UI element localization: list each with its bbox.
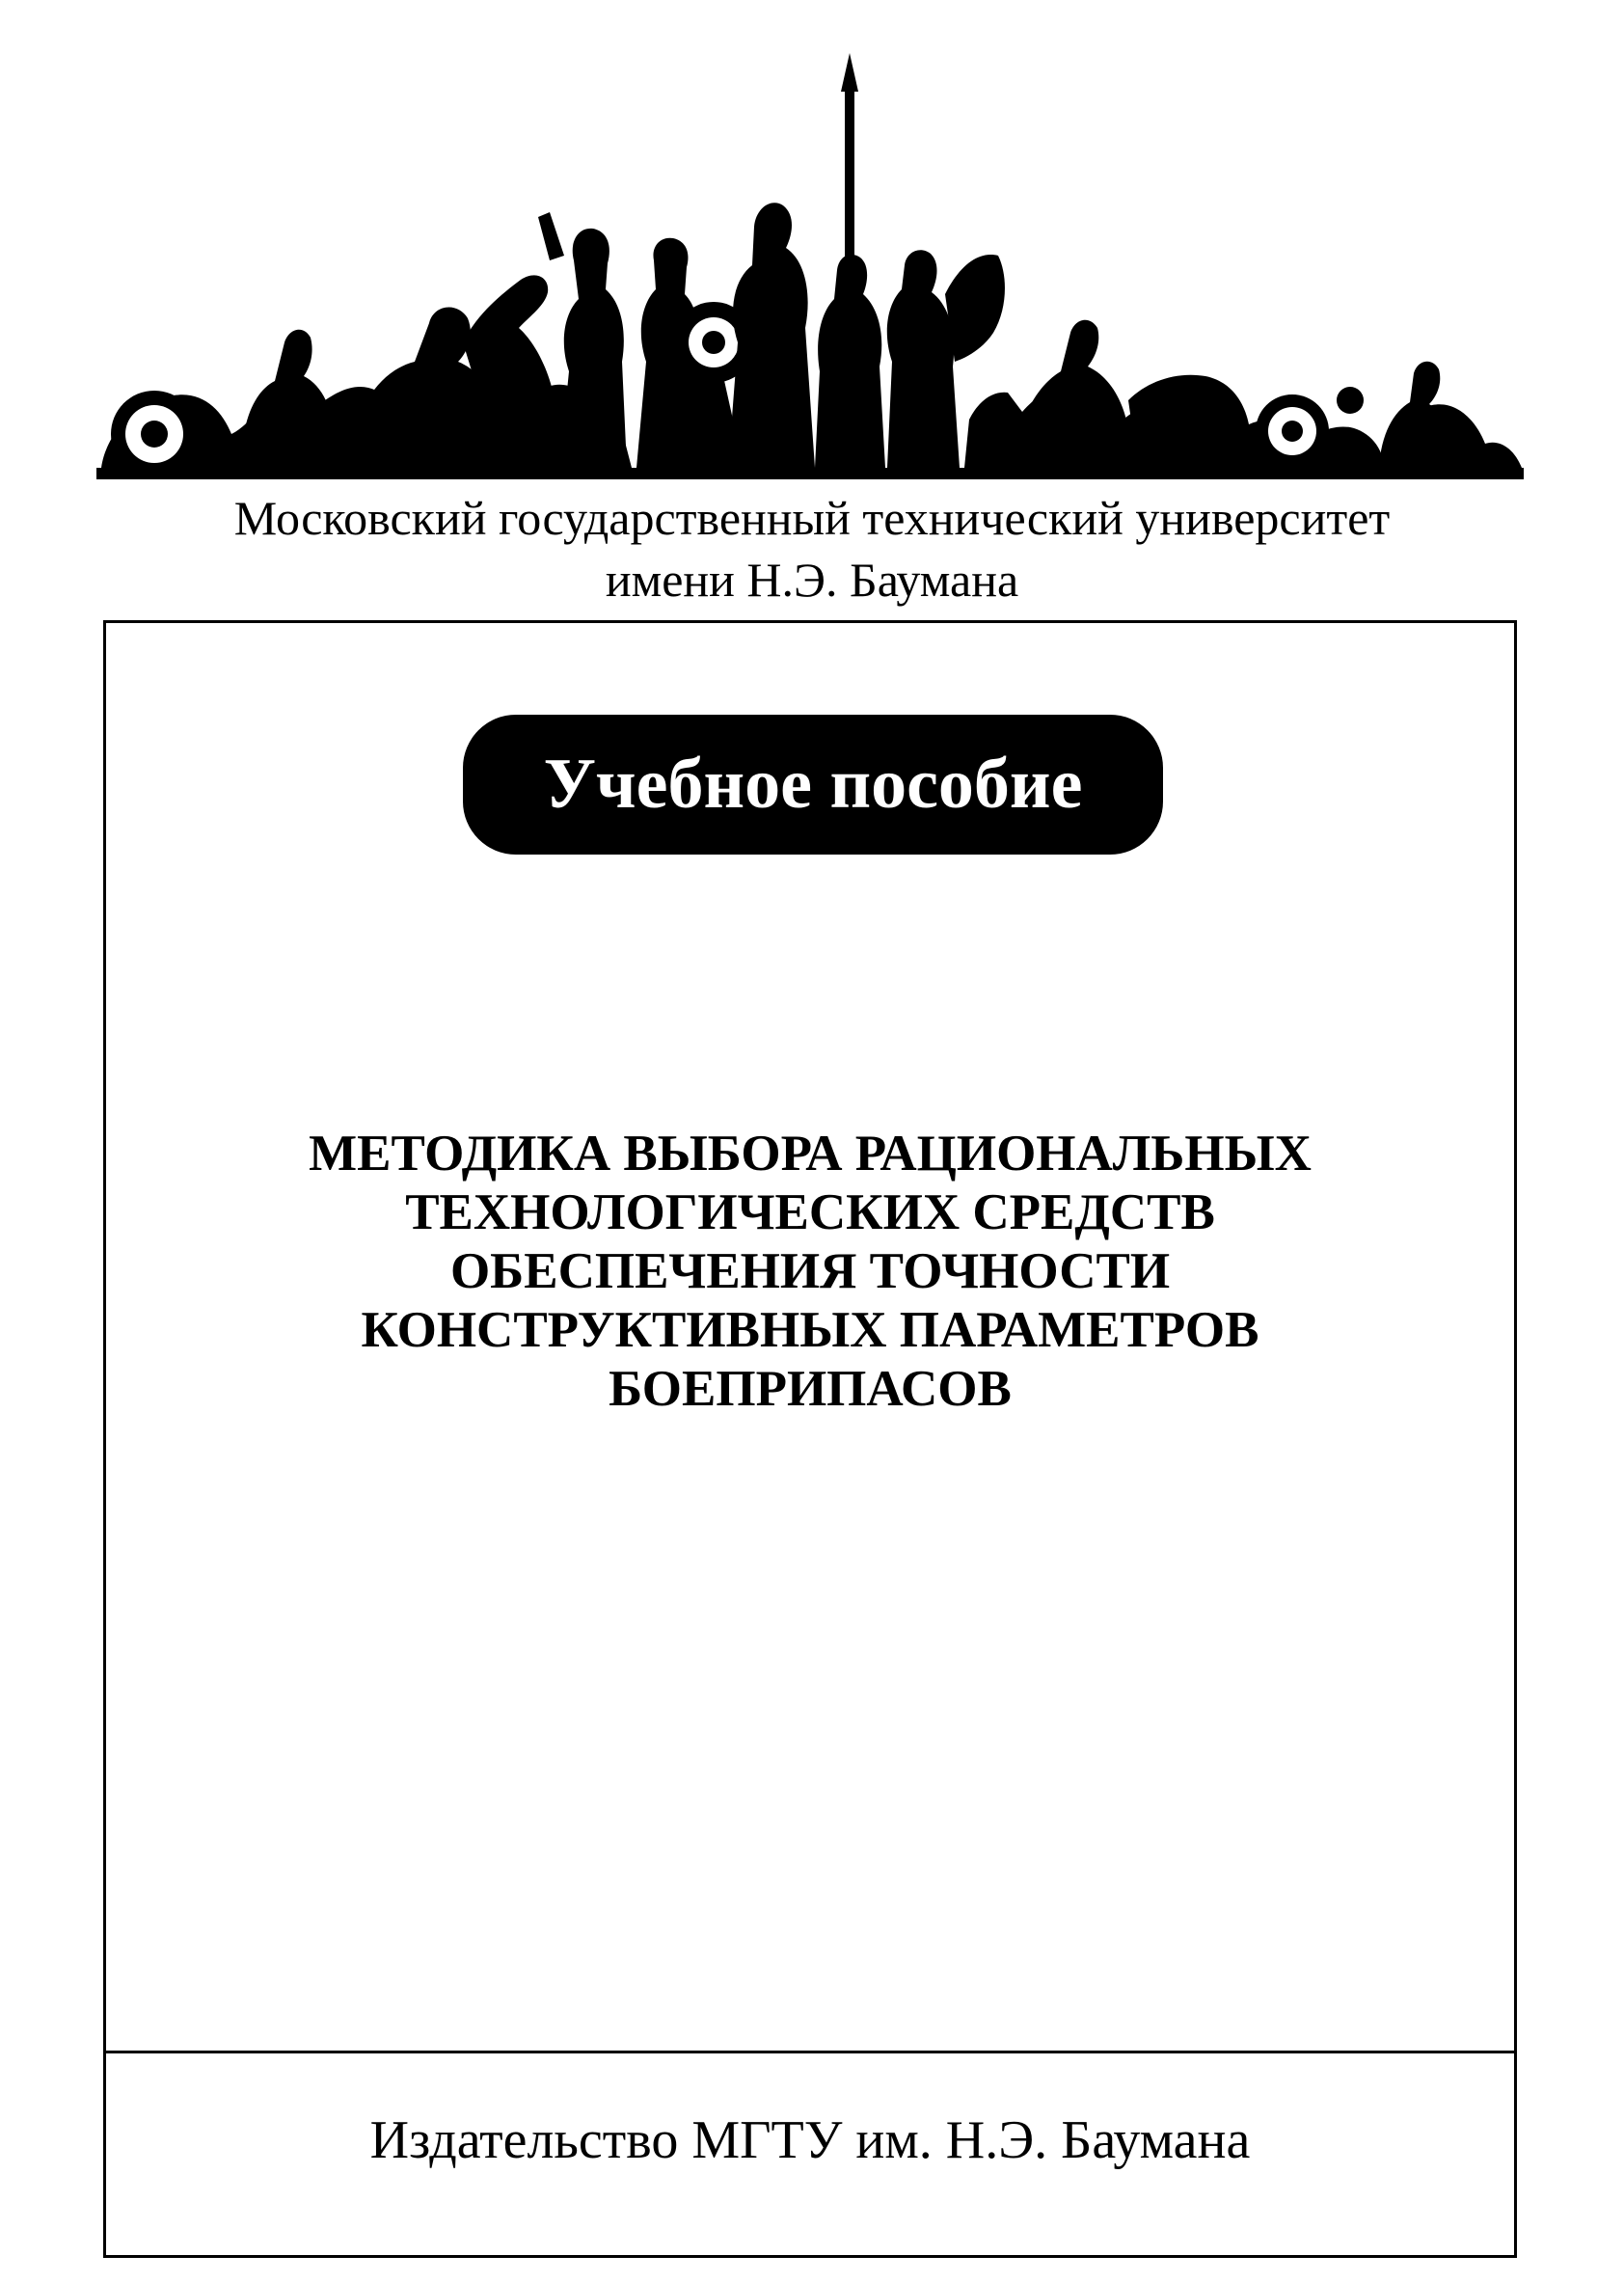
publisher: Издательство МГТУ им. Н.Э. Баумана bbox=[369, 2110, 1251, 2170]
title-line: МЕТОДИКА ВЫБОРА РАЦИОНАЛЬНЫХ bbox=[309, 1126, 1312, 1182]
title-line: ТЕХНОЛОГИЧЕСКИХ СРЕДСТВ bbox=[405, 1184, 1215, 1240]
university-line-2: имени Н.Э. Баумана bbox=[605, 553, 1019, 607]
title-line: ОБЕСПЕЧЕНИЯ ТОЧНОСТИ bbox=[449, 1243, 1171, 1299]
document-type-badge: Учебное пособие bbox=[463, 715, 1163, 855]
title-line: КОНСТРУКТИВНЫХ ПАРАМЕТРОВ bbox=[361, 1302, 1259, 1358]
university-line-1: Московский государственный технический университет bbox=[233, 491, 1391, 545]
statues-frieze-icon bbox=[96, 53, 1524, 487]
footer-divider bbox=[106, 2051, 1514, 2053]
book-title bbox=[106, 1125, 1514, 1419]
cover-frame bbox=[103, 620, 1517, 2258]
title-line: БОЕПРИПАСОВ bbox=[609, 1361, 1012, 1417]
university-name bbox=[0, 487, 1624, 611]
